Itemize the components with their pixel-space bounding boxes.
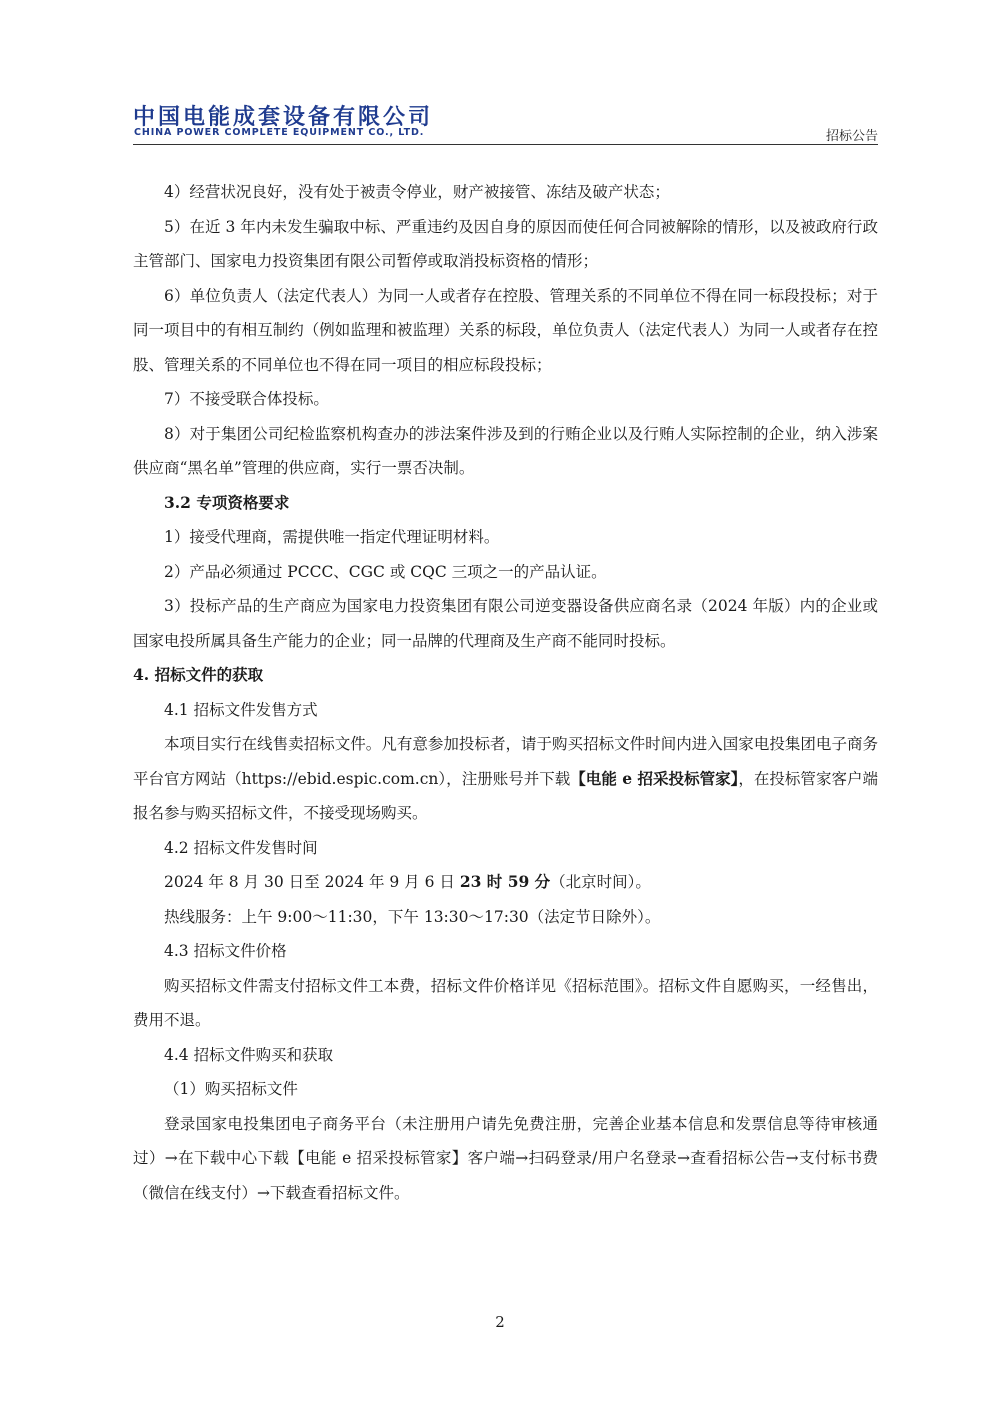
qualification-item-4: 4）经营状况良好，没有处于被责令停业，财产被接管、冻结及破产状态； — [164, 183, 670, 201]
client-software-name: 【电能 e 招采投标管家】 — [570, 768, 739, 788]
section-4-heading: 4. 招标文件的获取 — [133, 665, 264, 684]
page-header — [133, 98, 878, 145]
section-4-1-text — [133, 727, 878, 831]
sale-period-dates: 2024 年 8 月 30 日至 2024 年 9 月 6 日 — [164, 873, 460, 891]
section-4-3-heading: 4.3 招标文件价格 — [164, 942, 287, 960]
qualification-item-5: 5）在近 3 年内未发生骗取中标、严重违约及因自身的原因而使任何合同被解除的情形，以及被政府行政主管部门、国家电力投资集团有限公司暂停或取消投标资格的情形； — [133, 217, 878, 270]
sale-deadline-time: 23 时 59 分 — [459, 872, 551, 891]
section-4-1-heading: 4.1 招标文件发售方式 — [164, 700, 318, 719]
section-4-1-text-c: ，在投标管家客户端报名参与购买招标文件，不接受现场购买。 — [133, 769, 878, 822]
document-type-label: 招标公告 — [825, 129, 878, 144]
section-4-4-heading: 4.4 招标文件购买和获取 — [164, 1045, 334, 1064]
section-3-2-heading: 3.2 专项资格要求 — [164, 492, 290, 512]
document-body — [133, 175, 878, 1210]
company-logo-cn: 中国电能成套设备有限公司 — [133, 105, 434, 130]
section-4-4-text: 登录国家电投集团电子商务平台（未注册用户请先免费注册，完善企业基本信息和发票信息等待审核通过）→在下载中心下载【电能 e 招采投标管家】客户端→扫码登录/用户名登录→查看招标公告→支付标书费（微信在线支付）→下载查看招标文件。 — [133, 1114, 878, 1202]
qualification-item-6: 6）单位负责人（法定代表人）为同一人或者存在控股、管理关系的不同单位不得在同一标段投标；对于同一项目中的有相互制约（例如监理和被监理）关系的标段，单位负责人（法定代表人）为同一人或者存在控股、管理关系的不同单位也不得在同一项目的相应标段投标； — [133, 286, 878, 374]
special-requirement-2: 2）产品必须通过 PCCC、CGC 或 CQC 三项之一的产品认证。 — [164, 562, 607, 581]
section-4-2-heading: 4.2 招标文件发售时间 — [164, 838, 318, 857]
special-requirement-1: 1）接受代理商，需提供唯一指定代理证明材料。 — [164, 528, 500, 546]
qualification-item-8: 8）对于集团公司纪检监察机构查办的涉法案件涉及到的行贿企业以及行贿人实际控制的企业，纳入涉案供应商“黑名单”管理的供应商，实行一票否决制。 — [133, 424, 878, 477]
company-logo-en: CHINA POWER COMPLETE EQUIPMENT CO., LTD. — [134, 127, 425, 138]
section-4-1-text-a: 本项目实行在线售卖招标文件。凡有意参加投标者，请于购买招标文件时间内进入国家电投集团电子商务平台官方网站（https://ebid.espic.com.cn），注册账号并下载 — [133, 735, 878, 788]
special-requirement-3: 3）投标产品的生产商应为国家电力投资集团有限公司逆变器设备供应商名录（2024 年版）内的企业或国家电投所属具备生产能力的企业；同一品牌的代理商及生产商不能同时投标。 — [133, 597, 878, 650]
section-4-3-text: 购买招标文件需支付招标文件工本费，招标文件价格详见《招标范围》。招标文件自愿购买，一经售出，费用不退。 — [133, 976, 878, 1029]
sale-period-timezone: （北京时间）。 — [550, 873, 651, 891]
qualification-item-7: 7）不接受联合体投标。 — [164, 390, 329, 408]
hotline-info: 热线服务：上午 9:00～11:30，下午 13:30～17:30（法定节日除外）。 — [164, 907, 661, 926]
sale-period — [133, 865, 878, 900]
section-4-4-subheading: （1）购买招标文件 — [164, 1080, 298, 1098]
page-number: 2 — [495, 1313, 505, 1331]
